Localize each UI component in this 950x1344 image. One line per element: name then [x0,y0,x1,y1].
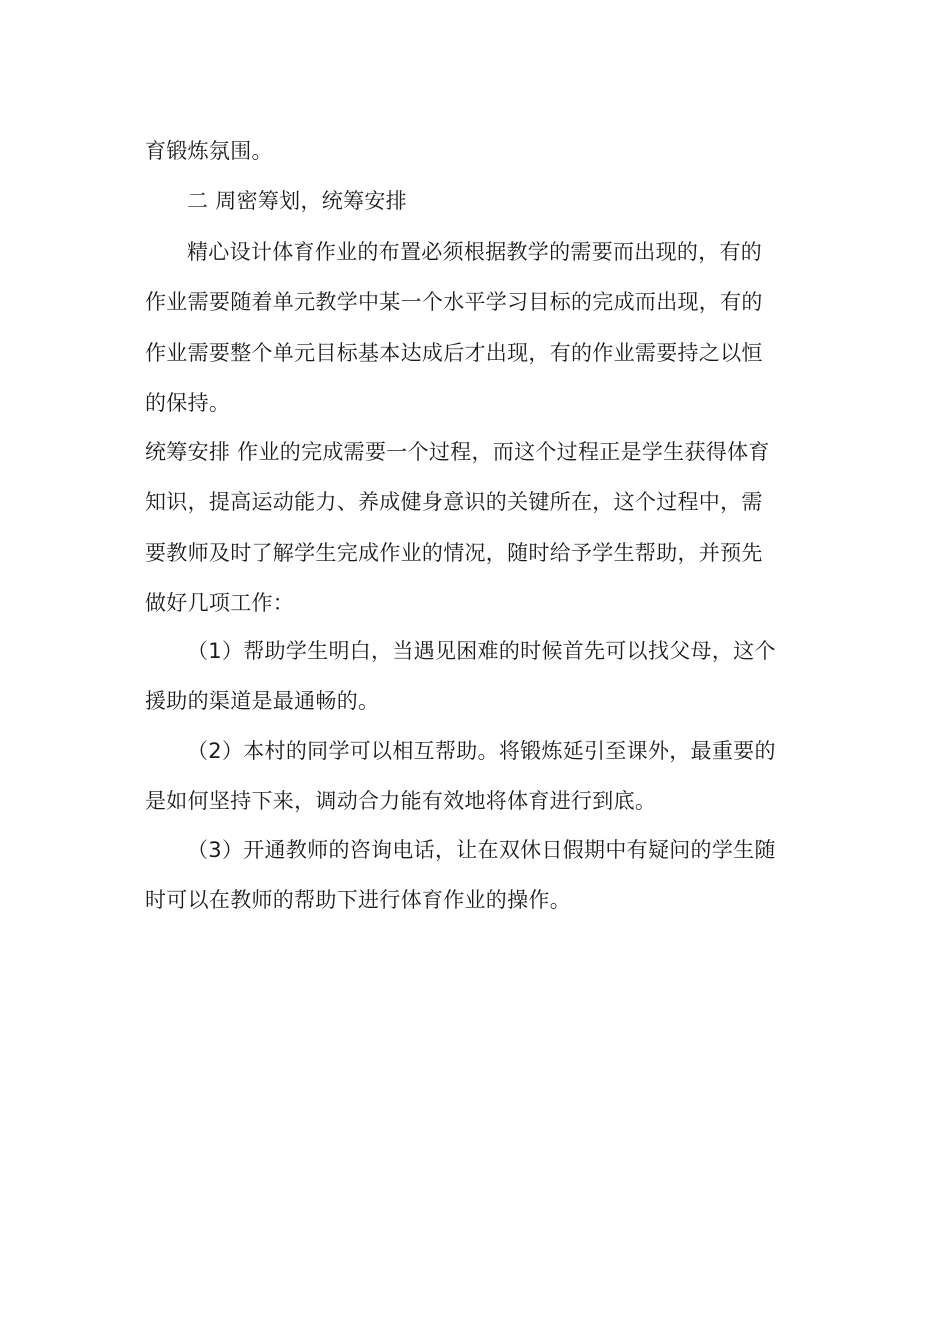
text-line: 精心设计体育作业的布置必须根据教学的需要而出现的，有的 [187,240,763,264]
text-line: 的保持。 [145,391,231,415]
text-line: 时可以在教师的帮助下进行体育作业的操作。 [145,888,571,912]
text-line: 做好几项工作： [145,591,295,615]
text-line: 援助的渠道是最通畅的。 [145,689,380,713]
text-line: 统筹安排 作业的完成需要一个过程，而这个过程正是学生获得体育 [145,440,770,464]
text-line: 要教师及时了解学生完成作业的情况，随时给予学生帮助，并预先 [145,541,763,565]
text-line: 作业需要随着单元教学中某一个水平学习目标的完成而出现，有的 [145,290,763,314]
text-line: 育锻炼氛围。 [145,139,273,163]
text-line: 是如何坚持下来，调动合力能有效地将体育进行到底。 [145,789,657,813]
list-item-2: （2）本村的同学可以相互帮助。将锻炼延引至课外，最重要的 [187,739,776,763]
section-heading: 二 周密筹划，统筹安排 [187,189,407,213]
text-line: 知识，提高运动能力、养成健身意识的关键所在，这个过程中，需 [145,490,763,514]
text-line: 作业需要整个单元目标基本达成后才出现，有的作业需要持之以恒 [145,341,763,365]
list-item-1: （1）帮助学生明白，当遇见困难的时候首先可以找父母，这个 [187,639,776,663]
list-item-3: （3）开通教师的咨询电话，让在双休日假期中有疑问的学生随 [187,838,776,862]
